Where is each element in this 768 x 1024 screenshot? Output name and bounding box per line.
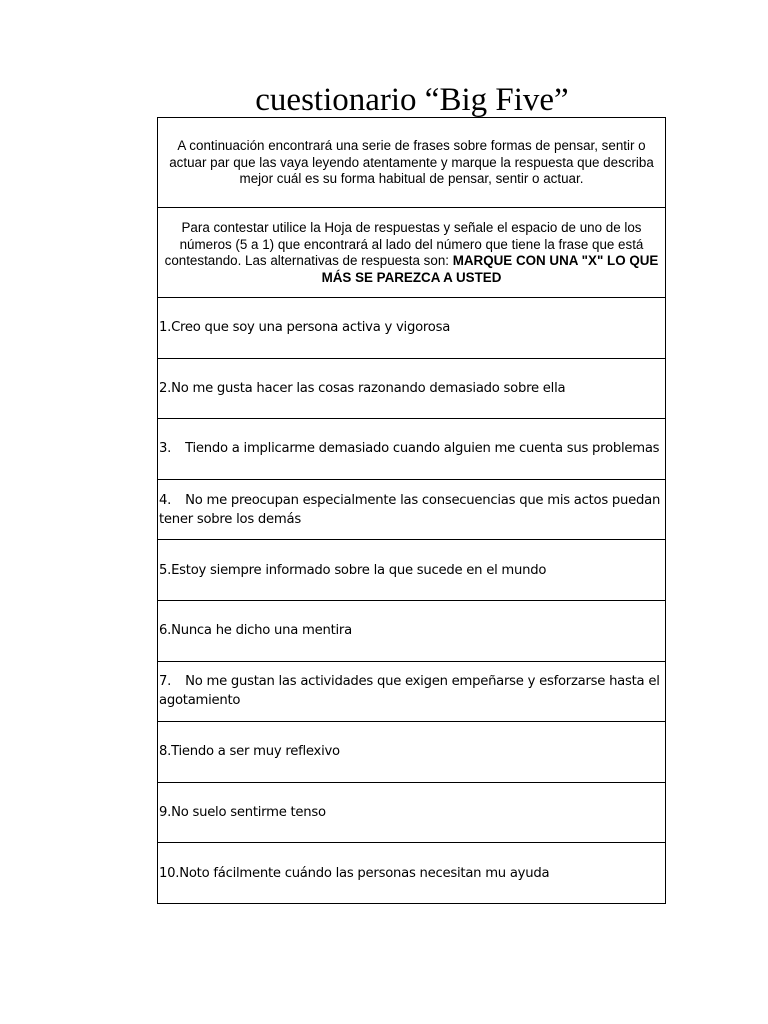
question-text: Tiendo a ser muy reflexivo (171, 744, 340, 760)
question-number: 7. (159, 674, 172, 690)
question-row-7 (158, 662, 665, 723)
question-number: 10. (159, 865, 180, 881)
instructions-row-1 (158, 118, 665, 208)
question-number: 4. (159, 492, 172, 508)
question-number: 5. (159, 562, 172, 578)
question-row-6 (158, 601, 665, 662)
question-number: 6. (159, 623, 172, 639)
question-text: Noto fácilmente cuándo las personas necesitan mu ayuda (179, 865, 550, 881)
question-3 (159, 439, 659, 458)
question-text: No me gustan las actividades que exigen empeñarse y esforzarse hasta el agotamiento (159, 674, 660, 709)
question-2 (159, 379, 565, 398)
question-number: 1. (159, 320, 172, 336)
question-number: 2. (159, 380, 172, 396)
question-row-9 (158, 783, 665, 844)
question-text: No me gusta hacer las cosas razonando demasiado sobre ella (171, 380, 566, 396)
question-7 (159, 672, 661, 710)
question-row-2 (158, 359, 665, 420)
question-5 (159, 561, 546, 580)
question-row-10 (158, 843, 665, 904)
question-row-4 (158, 480, 665, 541)
question-text: Estoy siempre informado sobre la que sucede en el mundo (171, 562, 547, 578)
question-row-3 (158, 419, 665, 480)
question-9 (159, 803, 326, 822)
question-6 (159, 621, 352, 640)
question-row-1 (158, 298, 665, 359)
page-title: cuestionario “Big Five” (255, 82, 569, 118)
instructions-emphasis: MARQUE CON UNA "X" LO QUE MÁS SE PAREZCA A USTED (321, 253, 659, 285)
question-text: No suelo sentirme tenso (171, 805, 326, 821)
question-10 (159, 864, 549, 883)
question-1 (159, 318, 450, 337)
questionnaire-table (157, 117, 666, 904)
instructions-text-1: A continuación encontrará una serie de frases sobre formas de pensar, sentir o actuar par que las vaya leyendo atentamente y marque la respuesta que describa mejor cuál es su forma habitual de pensar, sentir o actuar. (169, 138, 654, 186)
question-text: Creo que soy una persona activa y vigorosa (171, 320, 451, 336)
question-row-5 (158, 540, 665, 601)
instructions-text-2: Para contestar utilice la Hoja de respuestas y señale el espacio de uno de los números (5 a 1) que encontrará al lado del número que tiene la frase que está contestando. Las alternativas de respuesta son: (164, 220, 644, 268)
question-text: Tiendo a implicarme demasiado cuando alguien me cuenta sus problemas (185, 441, 660, 457)
question-text: No me preocupan especialmente las consecuencias que mis actos puedan tener sobre los demás (159, 492, 661, 527)
question-text: Nunca he dicho una mentira (171, 623, 352, 639)
question-number: 3. (159, 441, 172, 457)
question-number: 8. (159, 744, 172, 760)
question-4 (159, 491, 661, 529)
question-8 (159, 742, 340, 761)
question-number: 9. (159, 805, 172, 821)
instructions-row-2 (158, 208, 665, 298)
question-row-8 (158, 722, 665, 783)
